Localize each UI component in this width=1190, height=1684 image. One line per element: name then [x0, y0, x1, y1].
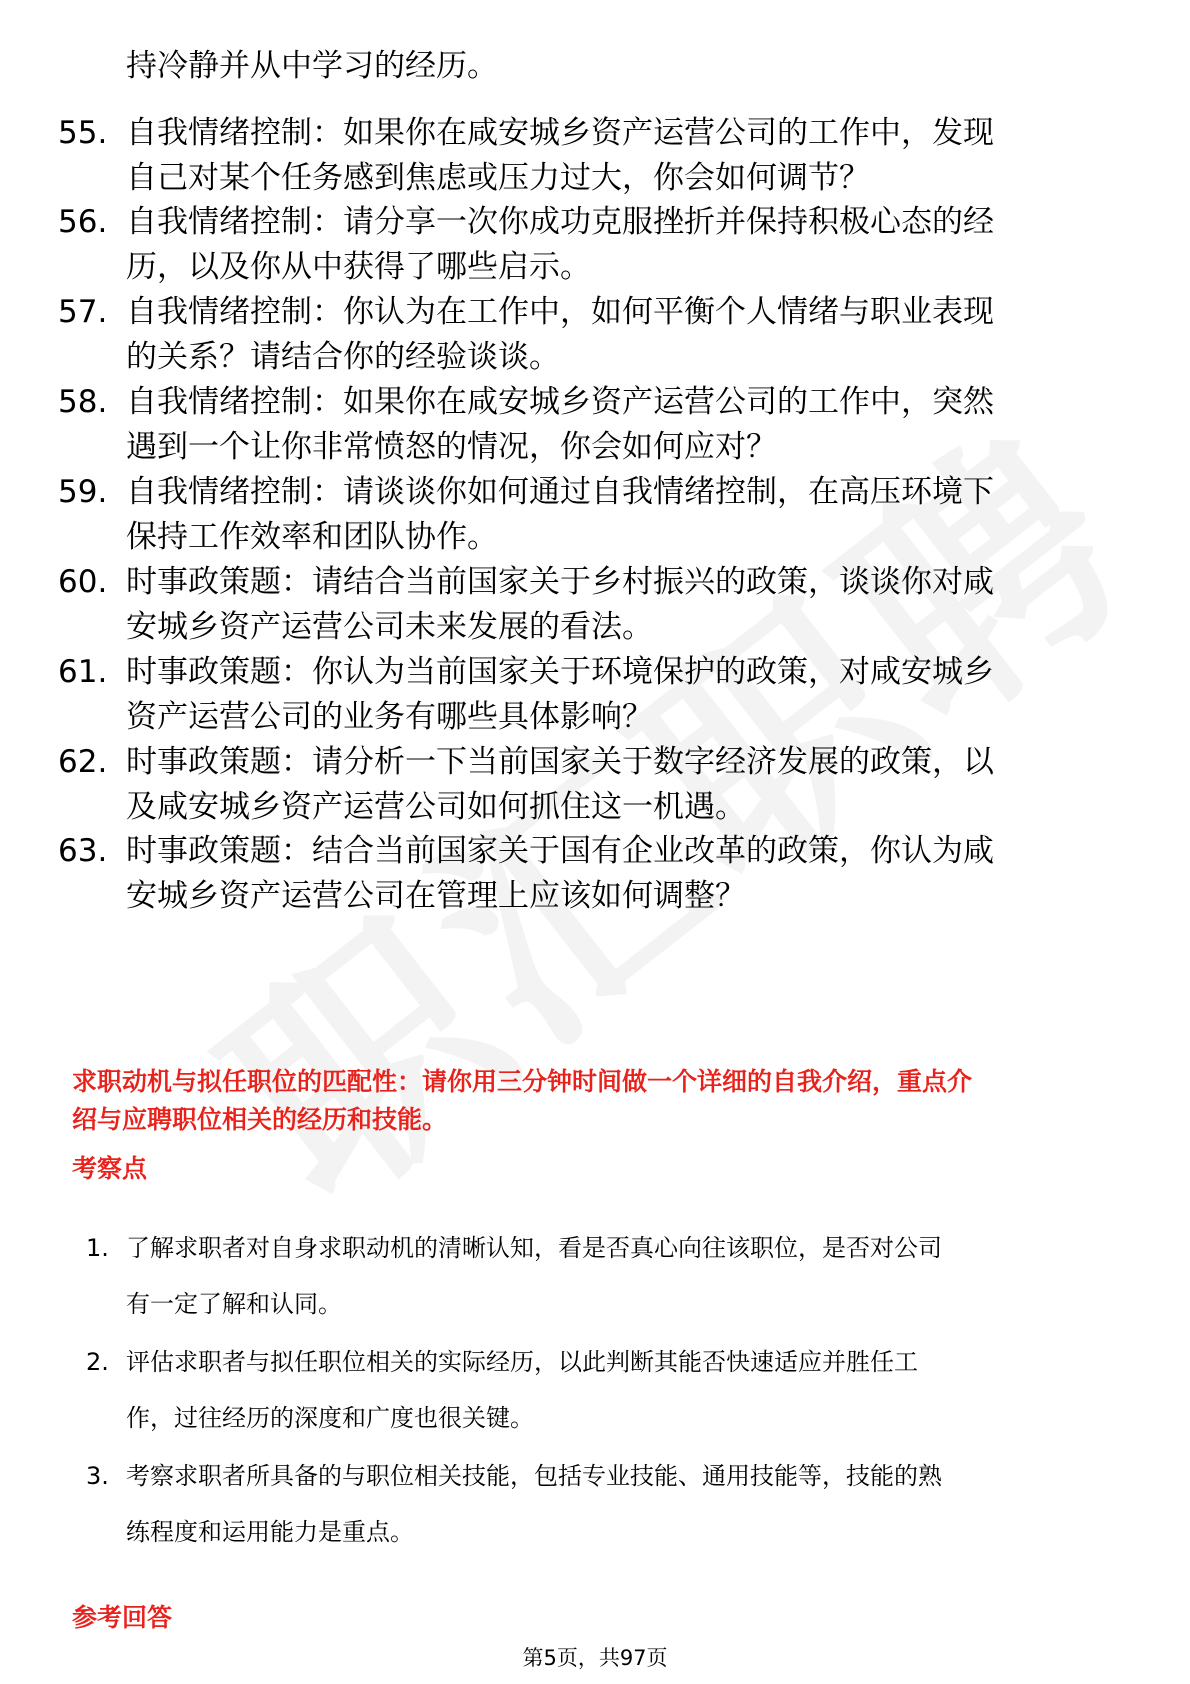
point-text	[126, 1334, 1126, 1446]
question-item	[0, 111, 1190, 203]
question-line: 自己对某个任务感到焦虑或压力过大，你会如何调节？	[126, 160, 870, 196]
question-line: 时事政策题：请结合当前国家关于乡村振兴的政策，谈谈你对咸	[126, 564, 994, 600]
point-line: 考察求职者所具备的与职位相关技能，包括专业技能、通用技能等，技能的熟	[126, 1462, 942, 1490]
question-number: 62.	[58, 744, 108, 780]
question-text	[126, 560, 1116, 650]
question-text	[126, 740, 1116, 830]
question-line: 时事政策题：结合当前国家关于国有企业改革的政策，你认为咸	[126, 833, 994, 869]
point-line: 了解求职者对自身求职动机的清晰认知，看是否真心向往该职位，是否对公司	[126, 1234, 942, 1262]
question-text	[126, 290, 1116, 380]
question-item	[0, 290, 1190, 382]
point-line: 有一定了解和认同。	[126, 1290, 342, 1318]
point-text	[126, 1448, 1126, 1560]
question-line: 自我情绪控制：如果你在咸安城乡资产运营公司的工作中，发现	[126, 115, 994, 151]
question-line: 时事政策题：请分析一下当前国家关于数字经济发展的政策，以	[126, 744, 994, 780]
question-number: 60.	[58, 564, 108, 600]
question-number: 63.	[58, 833, 108, 869]
point-line: 练程度和运用能力是重点。	[126, 1518, 414, 1546]
featured-question	[72, 1063, 1132, 1139]
question-number: 57.	[58, 294, 108, 330]
page-footer: 第5页，共97页	[522, 1646, 668, 1670]
question-line: 自我情绪控制：请谈谈你如何通过自我情绪控制，在高压环境下	[126, 474, 994, 510]
question-item	[0, 829, 1190, 921]
question-number: 59.	[58, 474, 108, 510]
question-text	[126, 380, 1116, 470]
question-item	[0, 380, 1190, 472]
question-text	[126, 470, 1116, 560]
question-line: 自我情绪控制：请分享一次你成功克服挫折并保持积极心态的经	[126, 204, 994, 240]
question-line: 自我情绪控制：你认为在工作中，如何平衡个人情绪与职业表现	[126, 294, 994, 330]
point-number: 3.	[86, 1462, 109, 1490]
question-item	[0, 200, 1190, 292]
question-line: 保持工作效率和团队协作。	[126, 519, 498, 555]
question-number: 55.	[58, 115, 108, 151]
reference-answer-title: 参考回答	[72, 1603, 173, 1632]
question-text	[126, 829, 1116, 919]
question-line: 遇到一个让你非常愤怒的情况，你会如何应对？	[126, 429, 777, 465]
question-line: 安城乡资产运营公司在管理上应该如何调整？	[126, 878, 746, 914]
question-number: 61.	[58, 654, 108, 690]
question-text	[126, 650, 1116, 740]
question-item	[0, 470, 1190, 562]
question-line: 安城乡资产运营公司未来发展的看法。	[126, 609, 653, 645]
question-text	[126, 200, 1116, 290]
question-line: 时事政策题：你认为当前国家关于环境保护的政策，对咸安城乡	[126, 654, 994, 690]
question-line: 自我情绪控制：如果你在咸安城乡资产运营公司的工作中，突然	[126, 384, 994, 420]
featured-question-line: 绍与应聘职位相关的经历和技能。	[72, 1105, 448, 1134]
question-line: 历，以及你从中获得了哪些启示。	[126, 249, 591, 285]
point-text	[126, 1220, 1126, 1332]
question-number: 58.	[58, 384, 108, 420]
question-item	[0, 740, 1190, 832]
question-line: 的关系？请结合你的经验谈谈。	[126, 339, 560, 375]
featured-question-line: 求职动机与拟任职位的匹配性：请你用三分钟时间做一个详细的自我介绍，重点介	[72, 1067, 973, 1096]
point-line: 作，过往经历的深度和广度也很关键。	[126, 1404, 534, 1432]
question-line: 资产运营公司的业务有哪些具体影响？	[126, 699, 653, 735]
question-item	[0, 650, 1190, 742]
continuation-line: 持冷静并从中学习的经历。	[126, 48, 498, 84]
question-item	[0, 560, 1190, 652]
question-line: 及咸安城乡资产运营公司如何抓住这一机遇。	[126, 789, 746, 825]
assessment-title: 考察点	[72, 1154, 148, 1183]
question-text	[126, 111, 1116, 201]
question-number: 56.	[58, 204, 108, 240]
point-line: 评估求职者与拟任职位相关的实际经历，以此判断其能否快速适应并胜任工	[126, 1348, 918, 1376]
point-number: 1.	[86, 1234, 109, 1262]
point-number: 2.	[86, 1348, 109, 1376]
